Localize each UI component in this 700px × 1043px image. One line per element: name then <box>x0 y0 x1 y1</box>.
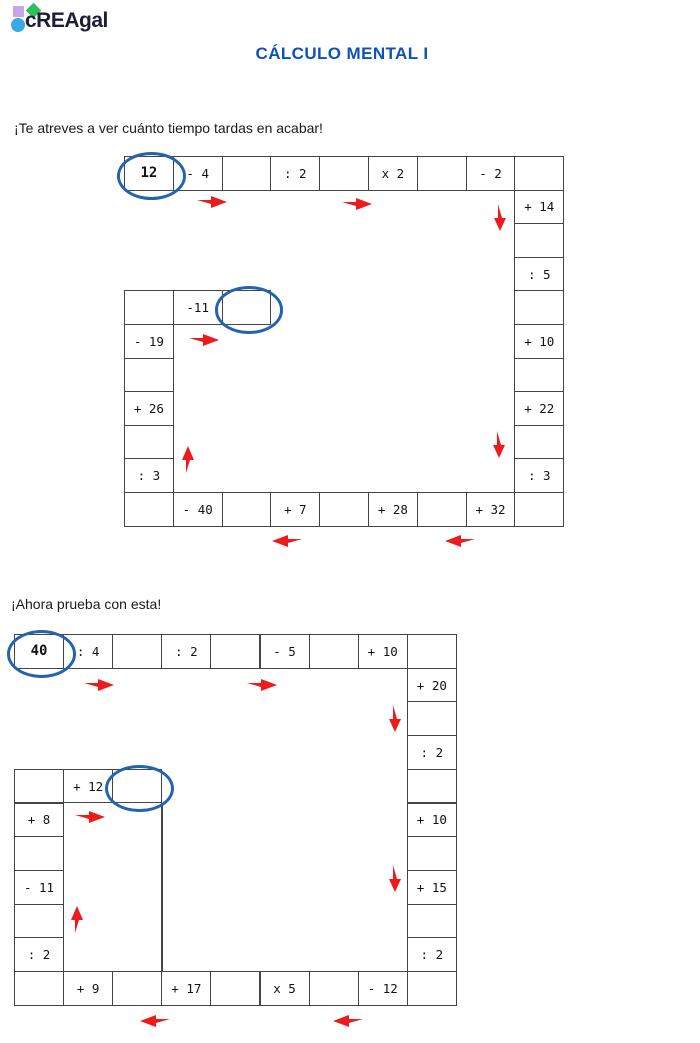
puzzle-1-answer-cell-r4c8[interactable] <box>514 290 564 325</box>
puzzle-1-operation-cell-r9c0: : 3 <box>124 458 174 493</box>
arrow-down-icon <box>388 865 402 892</box>
arrow-down-icon <box>388 705 402 732</box>
puzzle-1-operation-cell-r10c7: + 32 <box>466 492 516 527</box>
puzzle-2-operation-cell-r10c1: + 9 <box>63 971 113 1006</box>
puzzle-2-operation-cell-r9c0: : 2 <box>14 937 64 972</box>
puzzle-2-answer-cell-r10c4[interactable] <box>210 971 260 1006</box>
puzzle-1-answer-cell-r8c8[interactable] <box>514 425 564 460</box>
puzzle-2-answer-cell-r2c8[interactable] <box>407 701 457 736</box>
puzzle-1-answer-cell-r10c6[interactable] <box>417 492 467 527</box>
arrow-up-icon <box>181 446 195 473</box>
puzzle-1-operation-cell-r4c1: -11 <box>173 290 223 325</box>
puzzle-2-operation-cell-r10c7: - 12 <box>358 971 408 1006</box>
arrow-left-icon <box>140 1014 170 1028</box>
puzzle-1-start-circle <box>117 152 186 200</box>
arrow-down-icon <box>493 204 507 231</box>
puzzle-1-operation-cell-r0c7: - 2 <box>466 156 516 191</box>
puzzle-2-operation-cell-r5c8: + 10 <box>407 803 457 838</box>
logo-circle-icon <box>11 18 25 32</box>
puzzle-2-answer-cell-r6c8[interactable] <box>407 836 457 871</box>
puzzle-1-operation-cell-r9c8: : 3 <box>514 458 564 493</box>
puzzle-2-operation-cell-r3c8: : 2 <box>407 735 457 770</box>
puzzle-2-grid-line <box>161 803 163 972</box>
puzzle-2-answer-cell-r10c0[interactable] <box>14 971 64 1006</box>
puzzle-2-operation-cell-r0c7: + 10 <box>358 634 408 669</box>
arrow-right-icon <box>342 197 372 211</box>
arrow-up-icon <box>70 906 84 933</box>
arrow-right-icon <box>75 810 105 824</box>
puzzle-1-start-cell-r0c0: 12 <box>124 156 174 191</box>
puzzle-1-operation-cell-r1c8: + 14 <box>514 190 564 225</box>
puzzle-1-end-circle <box>215 286 284 334</box>
puzzle-1-operation-cell-r10c5: + 28 <box>368 492 418 527</box>
puzzle-2-answer-cell-r4c0[interactable] <box>14 769 64 804</box>
puzzle-2-end-circle <box>105 765 174 813</box>
puzzle-2-answer-cell-r6c0[interactable] <box>14 836 64 871</box>
puzzle-2-operation-cell-r0c5: - 5 <box>260 634 310 669</box>
arrow-right-icon <box>84 678 114 692</box>
arrow-left-icon <box>333 1014 363 1028</box>
puzzle-2-operation-cell-r10c5: x 5 <box>260 971 310 1006</box>
puzzle-1-operation-cell-r0c1: - 4 <box>173 156 223 191</box>
puzzle-1-operation-cell-r5c8: + 10 <box>514 324 564 359</box>
puzzle-2-start-circle <box>7 630 76 678</box>
puzzle-2-answer-cell-r0c4[interactable] <box>210 634 260 669</box>
puzzle-1-answer-cell-r10c0[interactable] <box>124 492 174 527</box>
arrow-right-icon <box>197 195 227 209</box>
puzzle-2-operation-cell-r0c3: : 2 <box>161 634 211 669</box>
puzzle-1-operation-cell-r5c0: - 19 <box>124 324 174 359</box>
puzzle-1-operation-cell-r7c0: + 26 <box>124 391 174 426</box>
puzzle-1-operation-cell-r10c3: + 7 <box>270 492 320 527</box>
puzzle-2-operation-cell-r0c1: : 4 <box>63 634 113 669</box>
puzzle2-intro: ¡Ahora prueba con esta! <box>11 596 162 612</box>
puzzle-2-operation-cell-r4c1: + 12 <box>63 769 113 804</box>
puzzle-2-operation-cell-r5c0: + 8 <box>14 803 64 838</box>
puzzle-1-answer-cell-r10c2[interactable] <box>222 492 272 527</box>
puzzle-1-operation-cell-r3c8: : 5 <box>514 257 564 292</box>
puzzle-1-answer-cell-r4c0[interactable] <box>124 290 174 325</box>
puzzle-2-answer-cell-r4c8[interactable] <box>407 769 457 804</box>
puzzle-2-operation-cell-r10c3: + 17 <box>161 971 211 1006</box>
puzzle-2-answer-cell-r10c2[interactable] <box>112 971 162 1006</box>
puzzle-2-operation-cell-r7c8: + 15 <box>407 870 457 905</box>
puzzle-2-operation-cell-r9c8: : 2 <box>407 937 457 972</box>
arrow-down-icon <box>492 431 506 458</box>
puzzle-2-answer-cell-r0c2[interactable] <box>112 634 162 669</box>
puzzle-1-operation-cell-r0c5: x 2 <box>368 156 418 191</box>
page-title: CÁLCULO MENTAL I <box>255 44 429 63</box>
puzzle-2-answer-cell-r0c6[interactable] <box>309 634 359 669</box>
puzzle-2-answer-cell-r8c8[interactable] <box>407 904 457 939</box>
puzzle-1-answer-cell-r6c8[interactable] <box>514 358 564 393</box>
puzzle-1-answer-cell-r0c8[interactable] <box>514 156 564 191</box>
puzzle-1-answer-cell-r10c8[interactable] <box>514 492 564 527</box>
puzzle-1-operation-cell-r7c8: + 22 <box>514 391 564 426</box>
logo-square-icon <box>13 6 24 17</box>
arrow-right-icon <box>189 333 219 347</box>
arrow-left-icon <box>272 534 302 548</box>
puzzle-2-answer-cell-r10c6[interactable] <box>309 971 359 1006</box>
puzzle-1-answer-cell-r0c2[interactable] <box>222 156 272 191</box>
puzzle-1-operation-cell-r10c1: - 40 <box>173 492 223 527</box>
arrow-left-icon <box>445 534 475 548</box>
puzzle-1-operation-cell-r0c3: : 2 <box>270 156 320 191</box>
puzzle-2-operation-cell-r1c8: + 20 <box>407 668 457 703</box>
puzzle1-intro: ¡Te atreves a ver cuánto tiempo tardas en acabar! <box>14 120 323 136</box>
logo <box>0 0 160 45</box>
puzzle-2-answer-cell-r0c8[interactable] <box>407 634 457 669</box>
puzzle-2-operation-cell-r7c0: - 11 <box>14 870 64 905</box>
puzzle-1-answer-cell-r10c4[interactable] <box>319 492 369 527</box>
puzzle-2-answer-cell-r10c8[interactable] <box>407 971 457 1006</box>
puzzle-1-answer-cell-r2c8[interactable] <box>514 223 564 258</box>
logo-text: cREAgal <box>25 9 108 32</box>
puzzle-1-answer-cell-r0c4[interactable] <box>319 156 369 191</box>
puzzle-1-answer-cell-r0c6[interactable] <box>417 156 467 191</box>
puzzle-2-start-cell-r0c0: 40 <box>14 634 64 669</box>
puzzle-1-answer-cell-r6c0[interactable] <box>124 358 174 393</box>
puzzle-2-answer-cell-r8c0[interactable] <box>14 904 64 939</box>
puzzle-1-answer-cell-r8c0[interactable] <box>124 425 174 460</box>
arrow-right-icon <box>247 678 277 692</box>
